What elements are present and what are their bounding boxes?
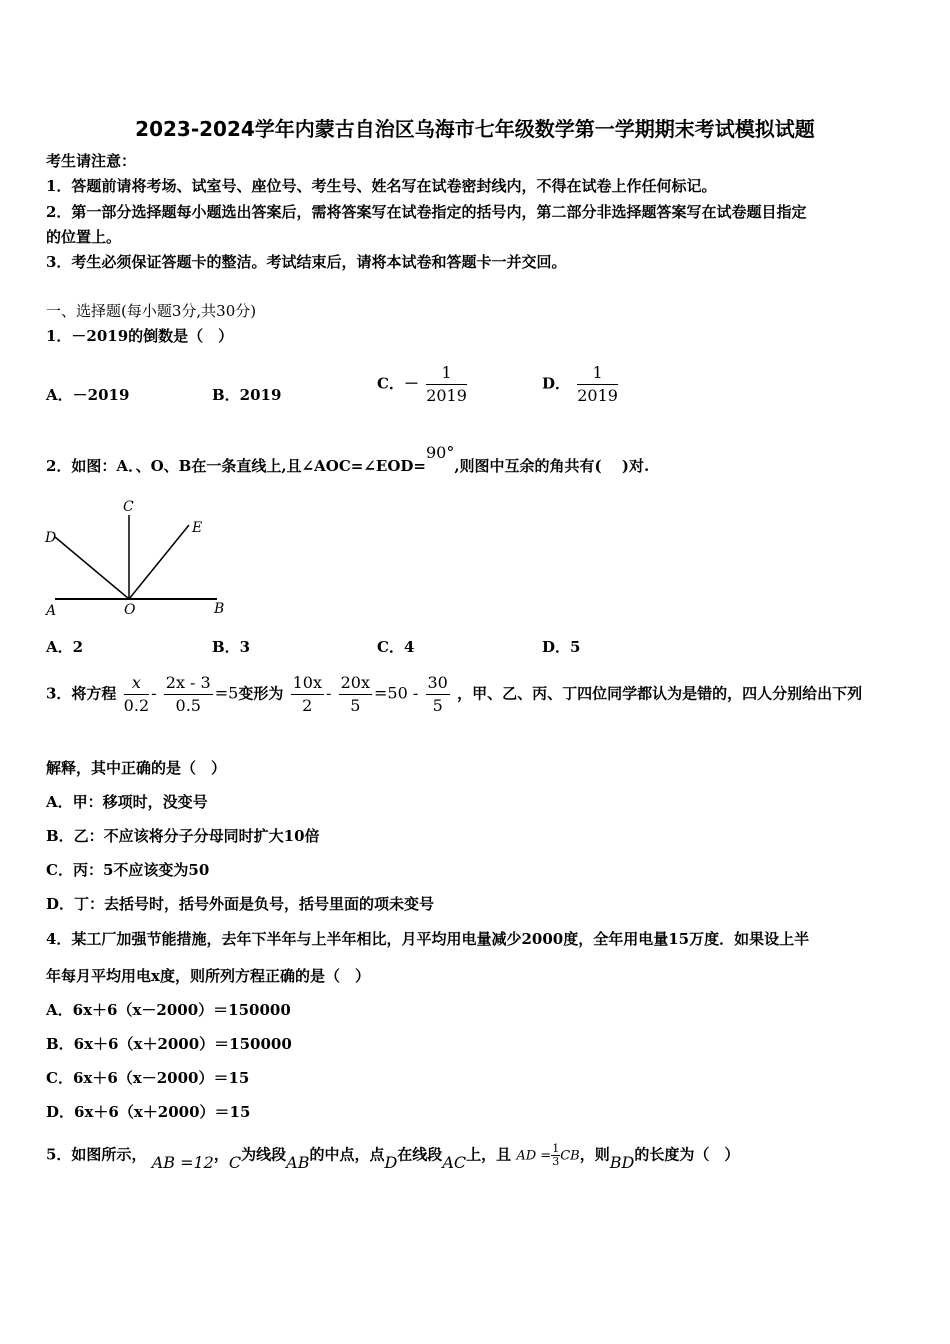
ray-oe — [129, 525, 189, 599]
q2-option-b: B．3 — [212, 638, 251, 656]
q3-stem — [46, 674, 862, 715]
notice-item-2-cont: 的位置上。 — [46, 228, 122, 246]
notice-heading: 考生请注意： — [46, 152, 137, 170]
q2-stem — [46, 443, 650, 476]
notice-item-1: 1．答题前请将考场、试室号、座位号、考生号、姓名写在试卷密封线内，不得在试卷上作任何标记。 — [46, 177, 717, 195]
q1-d-denominator: 2019 — [577, 386, 618, 405]
q4-option-c: C．6x＋6（x－2000）＝15 — [46, 1069, 250, 1087]
q3-f3-den: 2 — [302, 696, 313, 715]
q2-stem-post: ,则图中互余的角共有( )对. — [454, 457, 650, 475]
q1-option-a: A．－2019 — [46, 386, 130, 404]
label-d: D — [45, 530, 57, 546]
q2-figure — [40, 495, 240, 620]
q2-angle: 90° — [425, 443, 455, 462]
q5-text-1: 为线段 — [241, 1145, 287, 1164]
q5-point-c: C — [228, 1152, 242, 1172]
q4-option-a: A．6x＋6（x－2000）＝150000 — [46, 1001, 291, 1019]
label-c: C — [123, 499, 134, 515]
exam-title: 2023-2024学年内蒙古自治区乌海市七年级数学第一学期期末考试模拟试题 — [135, 117, 815, 141]
q3-option-c: C．丙：5不应该变为50 — [46, 861, 210, 879]
q1-option-c-fraction — [426, 364, 467, 405]
q5-segment-ac: AC — [442, 1152, 467, 1172]
q4-stem-line-1: 4．某工厂加强节能措施，去年下半年与上半年相比，月平均用电量减少2000度，全年用电量15万度．如果设上半 — [46, 930, 810, 948]
section-heading: 一、选择题(每小题3分,共30分) — [46, 302, 257, 320]
notice-item-3: 3．考生必须保证答题卡的整洁。考试结束后，请将本试卷和答题卡一并交回。 — [46, 253, 567, 271]
ray-od — [55, 537, 129, 599]
q3-f5-den: 5 — [432, 696, 443, 715]
q3-mid: 变形为 — [238, 684, 284, 703]
q1-option-b: B．2019 — [212, 386, 282, 404]
q3-eq-1: =5 — [214, 683, 239, 703]
q1-c-denominator: 2019 — [426, 386, 467, 405]
q3-frac-5 — [426, 674, 450, 715]
q3-f4-den: 5 — [350, 696, 361, 715]
q1-option-d-label: D． — [542, 374, 571, 393]
q2-option-d: D．5 — [542, 638, 581, 656]
q1-option-d-fraction — [577, 364, 618, 405]
q3-option-a: A．甲：移项时，没变号 — [46, 793, 208, 811]
q3-option-d: D．丁：去括号时，括号外面是负号，括号里面的项未变号 — [46, 895, 435, 913]
q2-option-c: C．4 — [377, 638, 415, 656]
q5-text-6: 的长度为（ ） — [634, 1145, 740, 1164]
q3-f5-num: 30 — [426, 674, 450, 695]
q3-f1-num: x — [124, 674, 149, 695]
q3-f1-den: 0.2 — [123, 696, 150, 715]
q1-option-c-label: C．－ — [377, 374, 419, 393]
q5-cb: CB — [560, 1148, 580, 1164]
q3-frac-4 — [339, 674, 372, 715]
label-b: B — [214, 601, 225, 617]
q5-segment-ab: AB — [286, 1152, 310, 1172]
q3-f4-num: 20x — [339, 674, 372, 695]
q1-stem: 1．－2019的倒数是（ ） — [46, 327, 234, 345]
notice-item-2: 2．第一部分选择题每小题选出答案后，需将答案写在试卷指定的括号内，第二部分非选择题答案写在试卷题目指定 — [46, 203, 807, 221]
q3-frac-3 — [291, 674, 324, 715]
q3-f2-num: 2x - 3 — [164, 674, 213, 695]
q1-c-numerator: 1 — [426, 364, 467, 385]
q3-eq-2: =50 - — [374, 683, 419, 703]
q3-frac-2 — [164, 674, 213, 715]
q4-stem-line-2: 年每月平均用电x度，则所列方程正确的是（ ） — [46, 967, 370, 985]
q5-text-2: 的中点，点 — [309, 1145, 385, 1164]
q3-frac-1 — [124, 674, 149, 715]
label-o: O — [124, 602, 136, 618]
q1-d-numerator: 1 — [577, 364, 618, 385]
q5-frac-num: 1 — [552, 1142, 560, 1155]
q1-option-d — [542, 364, 620, 405]
q3-minus-2: - — [325, 683, 332, 703]
q5-stem — [46, 1142, 740, 1172]
label-a: A — [46, 603, 57, 619]
q3-minus-1: - — [151, 683, 157, 703]
q5-text-5: ，则 — [579, 1145, 610, 1164]
q5-prefix: 5．如图所示， — [46, 1145, 147, 1164]
q2-option-a: A．2 — [46, 638, 84, 656]
q5-one-third — [551, 1143, 560, 1168]
q5-text-3: 在线段 — [397, 1145, 443, 1164]
q5-text-4: 上，且 — [466, 1145, 512, 1164]
q5-ab-eq: AB =12 — [151, 1152, 214, 1172]
q3-f2-den: 0.5 — [175, 696, 201, 715]
q3-suffix: ，甲、乙、丙、丁四位同学都认为是错的，四人分别给出下列 — [457, 684, 863, 703]
q5-point-d: D — [384, 1152, 398, 1172]
q3-stem-line-2: 解释，其中正确的是（ ） — [46, 759, 227, 777]
q4-option-d: D．6x＋6（x＋2000）＝15 — [46, 1103, 251, 1121]
q4-option-b: B．6x＋6（x＋2000）＝150000 — [46, 1035, 292, 1053]
q5-frac-den: 3 — [552, 1155, 560, 1168]
q1-option-c — [377, 364, 469, 405]
q5-segment-bd: BD — [609, 1152, 635, 1172]
q5-sep: ， — [213, 1145, 229, 1164]
q2-stem-pre: 2．如图：A．、O、B在一条直线上,且∠AOC=∠EOD= — [46, 457, 426, 475]
q3-f3-num: 10x — [291, 674, 324, 695]
q3-prefix: 3．将方程 — [46, 684, 117, 703]
q5-ad-eq: AD = — [516, 1148, 552, 1164]
q3-option-b: B．乙：不应该将分子分母同时扩大10倍 — [46, 827, 320, 845]
label-e: E — [192, 520, 203, 536]
